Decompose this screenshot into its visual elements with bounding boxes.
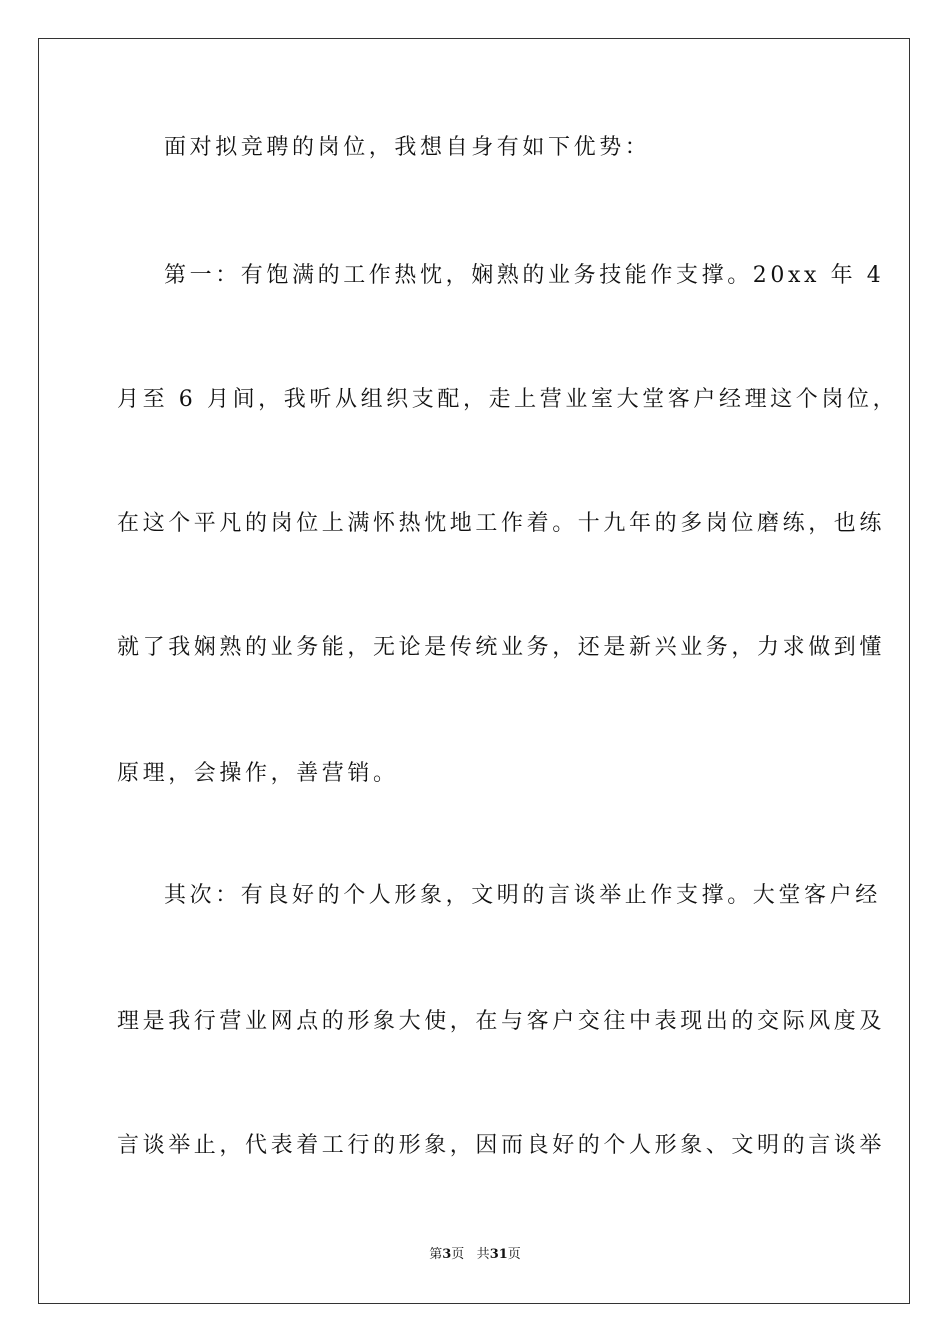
paragraph-line: 理是我行营业网点的形象大使，在与客户交往中表现出的交际风度及 [117,1009,886,1034]
footer-page-prefix: 第 [429,1247,443,1262]
paragraph-line: 在这个平凡的岗位上满怀热忱地工作着。十九年的多岗位磨练，也练 [117,511,886,536]
footer-total-pages: 31 [489,1247,508,1262]
footer-total-prefix: 共 [476,1247,490,1262]
paragraph-line: 言谈举止，代表着工行的形象，因而良好的个人形象、文明的言谈举 [117,1133,886,1158]
footer-total-suffix: 页 [507,1247,521,1262]
footer-page-suffix: 页 [451,1247,465,1262]
paragraph-line: 原理，会操作，善营销。 [117,761,399,786]
paragraph-line: 就了我娴熟的业务能，无论是传统业务，还是新兴业务，力求做到懂 [117,635,886,660]
paragraph-line: 月至 6 月间，我听从组织支配，走上营业室大堂客户经理这个岗位， [117,387,899,412]
page-border [38,38,910,1304]
page-footer [0,1246,950,1264]
paragraph-line: 其次：有良好的个人形象，文明的言谈举止作支撑。大堂客户经 [164,883,881,908]
footer-page-number: 3 [442,1247,452,1262]
paragraph-line: 第一：有饱满的工作热忱，娴熟的业务技能作支撑。20xx 年 4 [164,263,885,288]
paragraph-line: 面对拟竞聘的岗位，我想自身有如下优势： [164,135,651,160]
